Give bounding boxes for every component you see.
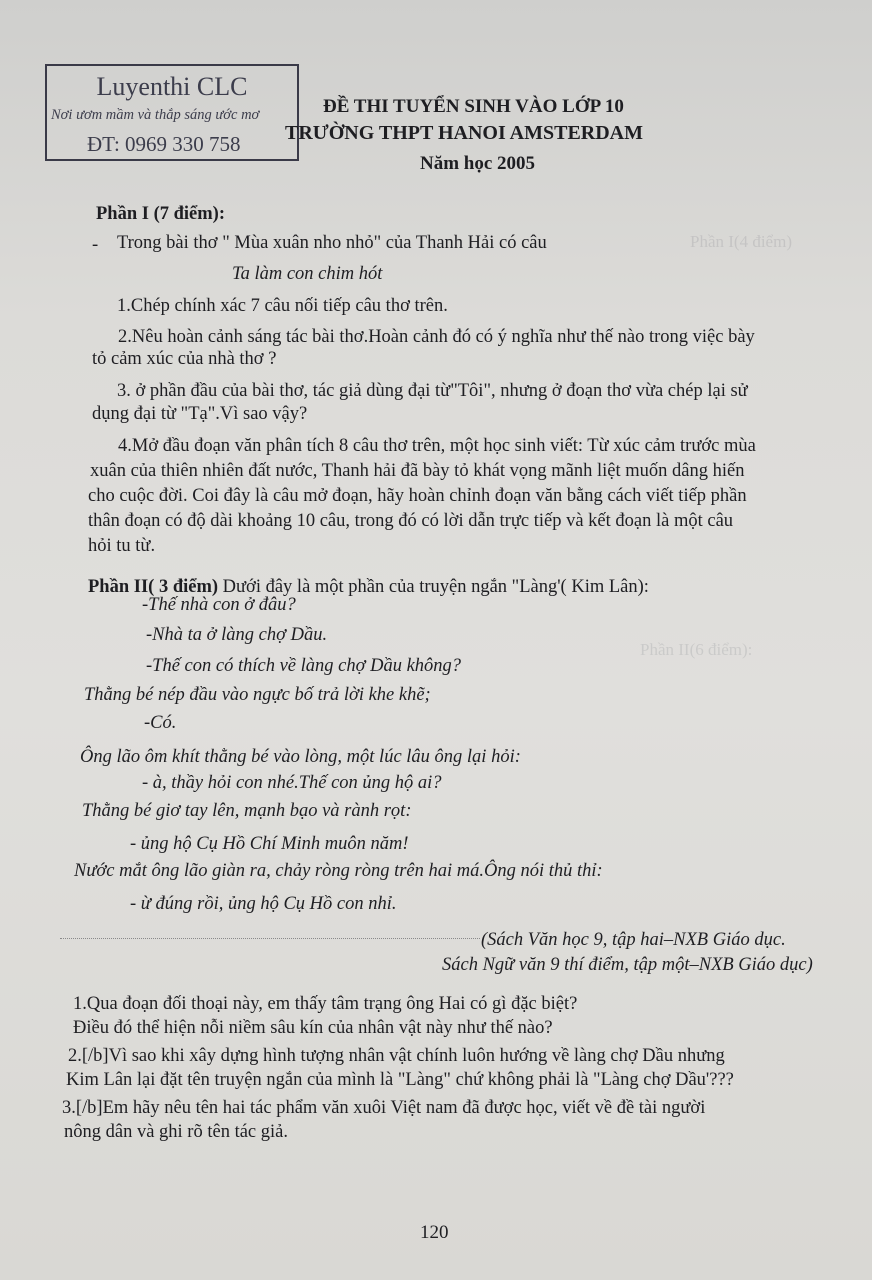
stamp-phone: ĐT: 0969 330 758: [87, 132, 241, 156]
question-3-cont: dụng đại từ "Tạ".Vì sao vậy?: [92, 404, 308, 424]
part2-question-1: 1.Qua đoạn đối thoại này, em thấy tâm trạng ông Hai có gì đặc biệt?: [73, 994, 578, 1014]
question-4-cont: thân đoạn có độ dài khoảng 10 câu, trong đó có lời dẫn trực tiếp và kết đoạn là một câu: [88, 511, 734, 531]
exam-title: ĐỀ THI TUYỂN SINH VÀO LỚP 10: [323, 96, 624, 117]
question-4: 4.Mở đầu đoạn văn phân tích 8 câu thơ trên, một học sinh viết: Từ xúc cảm trước mùa: [118, 436, 756, 456]
dotted-divider: [60, 938, 480, 939]
show-through-text: Phần II(6 điểm):: [640, 640, 753, 659]
question-2-cont: tỏ cảm xúc của nhà thơ ?: [92, 349, 277, 369]
school-year: Năm học 2005: [420, 153, 536, 174]
school-stamp: [45, 64, 299, 161]
dialogue-line: Nước mắt ông lão giàn ra, chảy ròng ròng trên hai má.Ông nói thủ thỉ:: [74, 861, 603, 881]
school-name: TRƯỜNG THPT HANOI AMSTERDAM: [285, 122, 643, 144]
question-2: 2.Nêu hoàn cảnh sáng tác bài thơ.Hoàn cảnh đó có ý nghĩa như thế nào trong việc bày: [118, 327, 755, 347]
part2-question-2: 2.[/b]Vì sao khi xây dựng hình tượng nhân vật chính luôn hướng về làng chợ Dầu nhưng: [68, 1046, 725, 1066]
source-citation: (Sách Văn học 9, tập hai–NXB Giáo dục.: [481, 930, 786, 950]
part2-question-3-cont: nông dân và ghi rõ tên tác giả.: [64, 1122, 288, 1142]
question-1: 1.Chép chính xác 7 câu nối tiếp câu thơ trên.: [117, 296, 448, 316]
part2-title: Phần II( 3 điểm): [88, 577, 219, 597]
question-3: 3. ở phần đầu của bài thơ, tác giả dùng đại từ"Tôi", nhưng ở đoạn thơ vừa chép lại sử: [117, 381, 748, 401]
question-4-cont: cho cuộc đời. Coi đây là câu mở đoạn, hãy hoàn chỉnh đoạn văn bằng cách viết tiếp phần: [88, 486, 747, 506]
dialogue-line: - ủng hộ Cụ Hồ Chí Minh muôn năm!: [130, 834, 409, 854]
stamp-slogan: Nơi ươm mầm và thắp sáng ước mơ: [51, 107, 260, 123]
part1-intro: Trong bài thơ " Mùa xuân nho nhỏ" của Thanh Hải có câu: [117, 233, 547, 253]
part2-question-1-cont: Điều đó thể hiện nỗi niềm sâu kín của nhân vật này như thế nào?: [73, 1018, 553, 1038]
stamp-name: Luyenthi CLC: [96, 72, 248, 101]
source-citation: Sách Ngữ văn 9 thí điểm, tập một–NXB Giáo dục): [442, 955, 813, 975]
dialogue-line: -Thế con có thích về làng chợ Dầu không?: [146, 656, 462, 676]
part2-question-2-cont: Kim Lân lại đặt tên truyện ngắn của mình là "Làng" chứ không phải là "Làng chợ Dầu'???: [66, 1070, 734, 1090]
show-through-text: Phần I(4 điểm): [690, 232, 792, 251]
page-number: 120: [420, 1222, 449, 1243]
poem-quote: Ta làm con chim hót: [232, 264, 383, 284]
dialogue-line: Thằng bé nép đầu vào ngực bố trả lời khe khẽ;: [84, 685, 431, 705]
dialogue-line: Thằng bé giơ tay lên, mạnh bạo và rành rọt:: [82, 801, 412, 821]
dialogue-line: - à, thầy hỏi con nhé.Thế con ủng hộ ai?: [142, 773, 442, 793]
dialogue-line: -Thế nhà con ở đâu?: [142, 595, 296, 615]
question-4-cont: hỏi tu từ.: [88, 536, 156, 556]
part2-intro: Dưới đây là một phần của truyện ngắn "Làng'( Kim Lân):: [218, 577, 649, 597]
part1-title: Phần I (7 điểm):: [96, 204, 225, 224]
dialogue-line: -Có.: [144, 713, 177, 733]
bullet: -: [92, 235, 99, 255]
part2-question-3: 3.[/b]Em hãy nêu tên hai tác phẩm văn xuôi Việt nam đã được học, viết về đề tài người: [62, 1098, 706, 1118]
dialogue-line: -Nhà ta ở làng chợ Dầu.: [146, 625, 328, 645]
dialogue-line: - ừ đúng rồi, ủng hộ Cụ Hồ con nhỉ.: [130, 894, 397, 914]
question-4-cont: xuân của thiên nhiên đất nước, Thanh hải đã bày tỏ khát vọng mãnh liệt muốn dâng hiến: [90, 461, 745, 481]
dialogue-line: Ông lão ôm khít thằng bé vào lòng, một lúc lâu ông lại hỏi:: [80, 747, 521, 767]
